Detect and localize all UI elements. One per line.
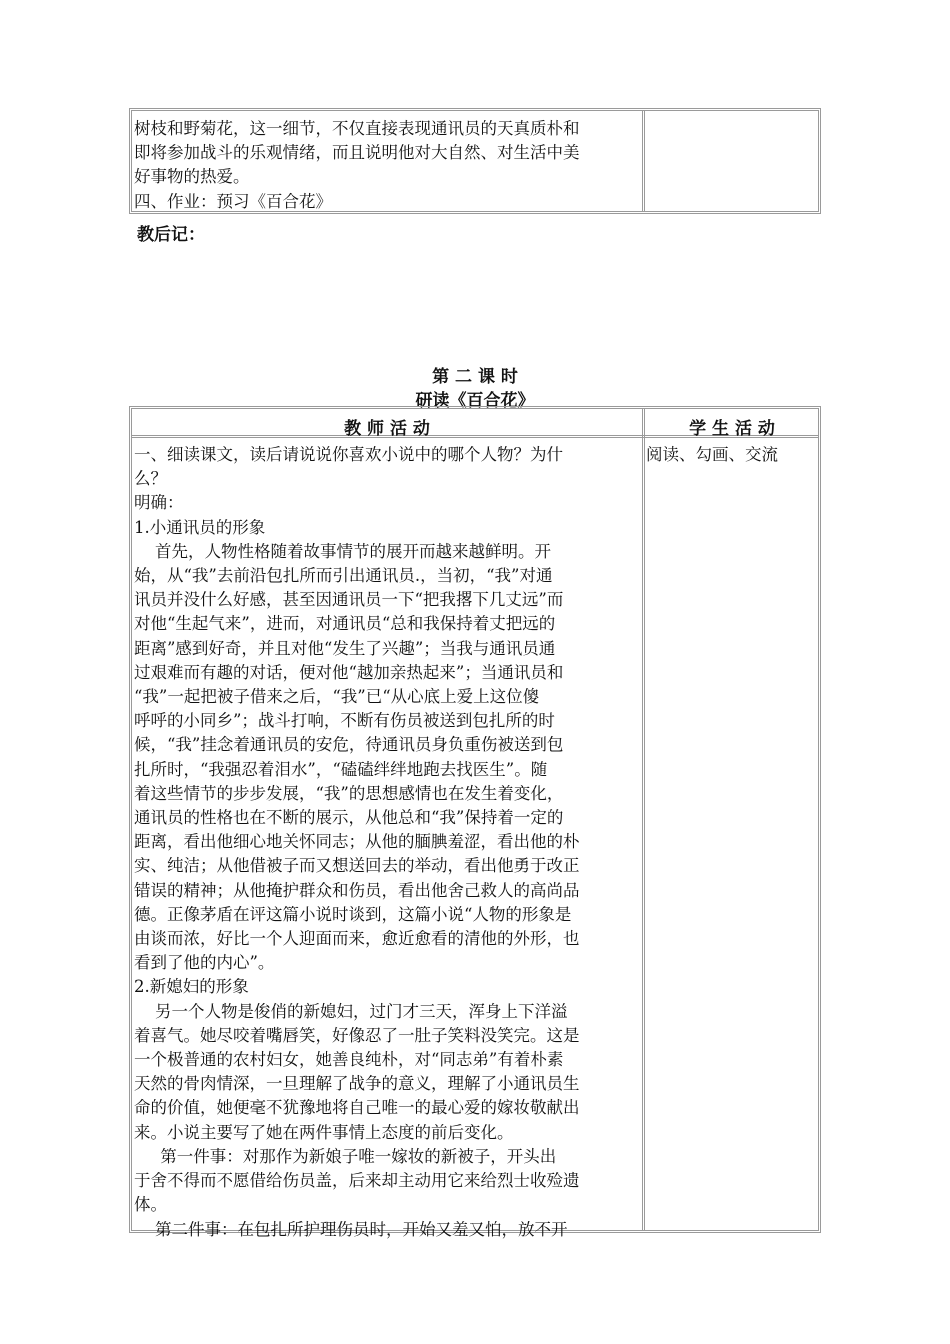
text-line: 通讯员的性格也在不断的展示，从他总和“我”保持着一定的 [134, 808, 564, 828]
header-teacher-activity: 教 师 活 动 [344, 419, 430, 439]
text-line: 过艰难而有趣的对话，便对他“越加亲热起来”；当通讯员和 [134, 662, 564, 682]
text-line: 1.小通讯员的形象 [134, 517, 266, 537]
text-line: 2.新媳妇的形象 [134, 977, 249, 997]
text-line: 着喜气。她尽咬着嘴唇笑，好像忍了一肚子笑料没笑完。这是 [134, 1025, 580, 1045]
text-line: 命的价值，她便毫不犹豫地将自己唯一的最心爱的嫁妆敬献出 [134, 1098, 580, 1118]
text-line: 于舍不得而不愿借给伤员盖，后来却主动用它来给烈士收殓遗 [134, 1171, 580, 1191]
text-line: 天然的骨肉情深，一旦理解了战争的意义，理解了小通讯员生 [134, 1074, 580, 1094]
text-line: 始，从“我”去前沿包扎所而引出通讯员.，当初，“我”对通 [134, 566, 553, 586]
teacher-activity-cell [134, 117, 642, 214]
text-line: 距离”感到好奇，并且对他“发生了兴趣”；当我与通讯员通 [134, 638, 556, 658]
text-line: 一、细读课文，读后请说说你喜欢小说中的哪个人物？为什 [134, 445, 563, 464]
lesson-title: 第 二 课 时 [432, 367, 518, 387]
text-line: 实、纯洁；从他借被子而又想送回去的举动，看出他勇于改正 [134, 856, 580, 876]
text-line: 首先，人物性格随着故事情节的展开而越来越鲜明。开 [134, 541, 551, 561]
text-line: 看到了他的内心”。 [134, 953, 275, 973]
text-line: “我”一起把被子借来之后，“我”已“从心底上爱上这位傻 [134, 687, 540, 707]
text-line: 着这些情节的步步发展，“我”的思想感情也在发生着变化， [134, 783, 564, 803]
text-line: 扎所时，“我强忍着泪水”，“磕磕绊绊地跑去找医生”。随 [134, 759, 548, 779]
text-line: 对他“生起气来”，进而，对通讯员“总和我保持着丈把远的 [134, 614, 556, 634]
after-class-notes-label: 教后记： [137, 225, 205, 245]
text-line: 由谈而浓，好比一个人迎面而来，愈近愈看的清他的外形，也 [134, 929, 580, 949]
text-line: 距离，看出他细心地关怀同志；从他的腼腆羞涩，看出他的朴 [134, 832, 580, 852]
text-line: 德。正像茅盾在评这篇小说时谈到，这篇小说“人物的形象是 [134, 904, 572, 924]
text-line: 么？ [134, 469, 167, 489]
student-activity-cell: 阅读、勾画、交流 [646, 445, 778, 464]
column-divider [642, 111, 645, 211]
continued-lesson-table [129, 108, 821, 214]
lesson-plan-table [129, 406, 821, 1239]
column-divider [642, 409, 645, 1230]
text-line: 树枝和野菊花，这一细节，不仅直接表现通讯员的天真质朴和 [134, 119, 580, 138]
text-line: 即将参加战斗的乐观情绪，而且说明他对大自然、对生活中美 [134, 143, 580, 163]
text-line: 呼呼的小同乡”；战斗打响，不断有伤员被送到包扎所的时 [134, 711, 555, 731]
text-line: 候，“我”挂念着通讯员的安危，待通讯员身负重伤被送到包 [134, 735, 564, 755]
text-line: 讯员并没什么好感，甚至因通讯员一下“把我撂下几丈远”而 [134, 590, 564, 610]
text-line: 来。小说主要写了她在两件事情上态度的前后变化。 [134, 1122, 514, 1142]
text-line: 第一件事：对那作为新娘子唯一嫁妆的新被子，开头出 [134, 1146, 557, 1166]
text-line: 好事物的热爱。 [134, 167, 250, 187]
text-line: 一个极普通的农村妇女，她善良纯朴，对“同志弟”有着朴素 [134, 1050, 564, 1070]
text-line: 体。 [134, 1195, 167, 1215]
lesson-subtitle: 研读《百合花》 [415, 391, 535, 411]
text-line: 第二件事：在包扎所护理伤员时，开始又羞又怕，放不开 [134, 1219, 568, 1239]
header-student-activity: 学 生 活 动 [689, 419, 775, 439]
teacher-activity-cell [134, 443, 642, 1242]
text-line: 另一个人物是俊俏的新媳妇，过门才三天，浑身上下洋溢 [134, 1001, 568, 1021]
text-line: 错误的精神；从他掩护群众和伤员，看出他舍己救人的高尚品 [134, 880, 580, 900]
text-line: 四、作业：预习《百合花》 [134, 191, 332, 211]
text-line: 明确： [134, 493, 184, 513]
